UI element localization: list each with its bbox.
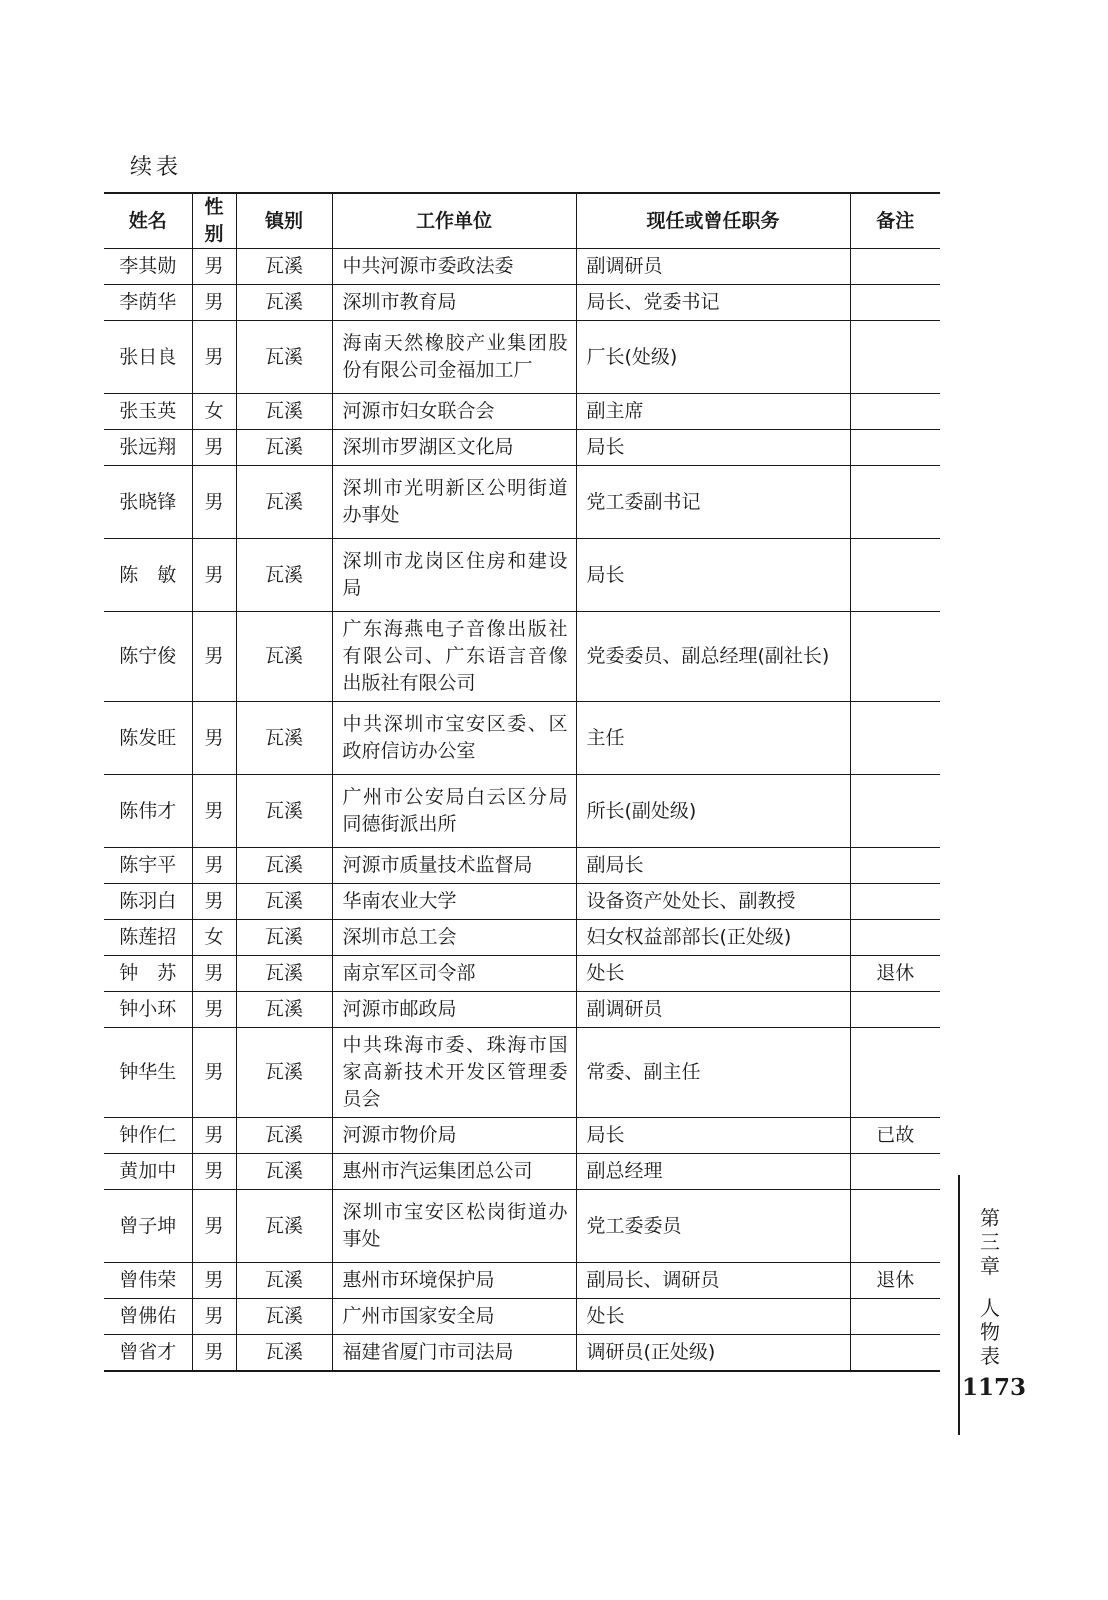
- table-row: [104, 1154, 940, 1190]
- person-name-cell: 陈羽白: [104, 884, 192, 920]
- work-unit-cell: 惠州市汽运集团总公司: [332, 1154, 576, 1190]
- person-name-cell: 曾省才: [104, 1335, 192, 1371]
- position-cell: 厂长(处级): [576, 321, 850, 394]
- person-name-cell: 李其勋: [104, 249, 192, 285]
- personnel-table: [104, 192, 940, 1372]
- town-cell: 瓦溪: [236, 539, 332, 612]
- table-row: [104, 430, 940, 466]
- town-cell: 瓦溪: [236, 430, 332, 466]
- position-cell: 处长: [576, 1299, 850, 1335]
- note-cell: [850, 430, 940, 466]
- table-row: [104, 702, 940, 775]
- table-header-row: [104, 193, 940, 249]
- position-cell: 处长: [576, 956, 850, 992]
- position-cell: 局长: [576, 430, 850, 466]
- header-town: 镇别: [236, 193, 332, 249]
- work-unit-cell: 深圳市总工会: [332, 920, 576, 956]
- header-organization: 工作单位: [332, 193, 576, 249]
- town-cell: 瓦溪: [236, 1190, 332, 1263]
- gender-cell: 男: [192, 285, 236, 321]
- table-row: [104, 920, 940, 956]
- work-unit-cell: 华南农业大学: [332, 884, 576, 920]
- chapter-label: [976, 1206, 1004, 1368]
- town-cell: 瓦溪: [236, 285, 332, 321]
- work-unit-cell: 广州市国家安全局: [332, 1299, 576, 1335]
- town-cell: 瓦溪: [236, 1028, 332, 1118]
- table-row: [104, 539, 940, 612]
- chapter-char: 三: [980, 1230, 1000, 1254]
- position-cell: 所长(副处级): [576, 775, 850, 848]
- work-unit-cell: 深圳市光明新区公明街道办事处: [332, 466, 576, 539]
- gender-cell: 女: [192, 920, 236, 956]
- work-unit-cell: 河源市邮政局: [332, 992, 576, 1028]
- work-unit-cell: 惠州市环境保护局: [332, 1263, 576, 1299]
- chapter-char: 人: [980, 1296, 1000, 1320]
- person-name-cell: 钟华生: [104, 1028, 192, 1118]
- person-name-cell: 曾佛佑: [104, 1299, 192, 1335]
- table-row: [104, 956, 940, 992]
- table-body: [104, 249, 940, 1371]
- position-cell: 党工委委员: [576, 1190, 850, 1263]
- work-unit-cell: 福建省厦门市司法局: [332, 1335, 576, 1371]
- town-cell: 瓦溪: [236, 920, 332, 956]
- note-cell: [850, 1335, 940, 1371]
- page-number: 1173: [962, 1374, 1027, 1401]
- town-cell: 瓦溪: [236, 848, 332, 884]
- position-cell: 副总经理: [576, 1154, 850, 1190]
- town-cell: 瓦溪: [236, 884, 332, 920]
- work-unit-cell: 深圳市宝安区松岗街道办事处: [332, 1190, 576, 1263]
- person-name-cell: 张玉英: [104, 394, 192, 430]
- note-cell: [850, 394, 940, 430]
- town-cell: 瓦溪: [236, 1154, 332, 1190]
- note-cell: [850, 775, 940, 848]
- note-cell: [850, 848, 940, 884]
- town-cell: 瓦溪: [236, 956, 332, 992]
- note-cell: [850, 249, 940, 285]
- header-name: 姓名: [104, 193, 192, 249]
- note-cell: 退休: [850, 1263, 940, 1299]
- gender-cell: 男: [192, 956, 236, 992]
- chapter-char: 第: [980, 1206, 1000, 1230]
- town-cell: 瓦溪: [236, 1335, 332, 1371]
- position-cell: 党委委员、副总经理(副社长): [576, 612, 850, 702]
- person-name-cell: 张远翔: [104, 430, 192, 466]
- gender-cell: 男: [192, 1263, 236, 1299]
- table-row: [104, 249, 940, 285]
- note-cell: [850, 285, 940, 321]
- note-cell: [850, 884, 940, 920]
- work-unit-cell: 河源市质量技术监督局: [332, 848, 576, 884]
- town-cell: 瓦溪: [236, 775, 332, 848]
- gender-cell: 男: [192, 612, 236, 702]
- person-name-cell: 陈 敏: [104, 539, 192, 612]
- note-cell: [850, 466, 940, 539]
- header-note: 备注: [850, 193, 940, 249]
- town-cell: 瓦溪: [236, 321, 332, 394]
- table-row: [104, 992, 940, 1028]
- position-cell: 主任: [576, 702, 850, 775]
- position-cell: 副局长、调研员: [576, 1263, 850, 1299]
- note-cell: [850, 920, 940, 956]
- note-cell: [850, 1190, 940, 1263]
- note-cell: [850, 992, 940, 1028]
- work-unit-cell: 中共河源市委政法委: [332, 249, 576, 285]
- table-row: [104, 285, 940, 321]
- person-name-cell: 钟小环: [104, 992, 192, 1028]
- position-cell: 调研员(正处级): [576, 1335, 850, 1371]
- town-cell: 瓦溪: [236, 612, 332, 702]
- town-cell: 瓦溪: [236, 702, 332, 775]
- person-name-cell: 钟作仁: [104, 1118, 192, 1154]
- gender-cell: 男: [192, 1299, 236, 1335]
- table-row: [104, 612, 940, 702]
- work-unit-cell: 河源市妇女联合会: [332, 394, 576, 430]
- town-cell: 瓦溪: [236, 1299, 332, 1335]
- table-row: [104, 1263, 940, 1299]
- note-cell: 退休: [850, 956, 940, 992]
- table-row: [104, 775, 940, 848]
- table-row: [104, 1028, 940, 1118]
- work-unit-cell: 中共珠海市委、珠海市国家高新技术开发区管理委员会: [332, 1028, 576, 1118]
- table-row: [104, 1335, 940, 1371]
- position-cell: 局长、党委书记: [576, 285, 850, 321]
- chapter-char: 物: [980, 1320, 1000, 1344]
- note-cell: [850, 702, 940, 775]
- table-row: [104, 1190, 940, 1263]
- person-name-cell: 陈宁俊: [104, 612, 192, 702]
- position-cell: 副局长: [576, 848, 850, 884]
- note-cell: [850, 612, 940, 702]
- gender-cell: 男: [192, 992, 236, 1028]
- gender-cell: 男: [192, 1028, 236, 1118]
- person-name-cell: 李荫华: [104, 285, 192, 321]
- town-cell: 瓦溪: [236, 1263, 332, 1299]
- gender-cell: 男: [192, 848, 236, 884]
- gender-cell: 男: [192, 775, 236, 848]
- person-name-cell: 陈莲招: [104, 920, 192, 956]
- work-unit-cell: 中共深圳市宝安区委、区政府信访办公室: [332, 702, 576, 775]
- position-cell: 设备资产处处长、副教授: [576, 884, 850, 920]
- gender-cell: 男: [192, 539, 236, 612]
- note-cell: [850, 1299, 940, 1335]
- position-cell: 副调研员: [576, 249, 850, 285]
- note-cell: [850, 321, 940, 394]
- note-cell: [850, 1028, 940, 1118]
- gender-cell: 男: [192, 466, 236, 539]
- note-cell: [850, 1154, 940, 1190]
- position-cell: 局长: [576, 1118, 850, 1154]
- gender-cell: 男: [192, 1335, 236, 1371]
- note-cell: [850, 539, 940, 612]
- gender-cell: 男: [192, 249, 236, 285]
- work-unit-cell: 深圳市教育局: [332, 285, 576, 321]
- table-row: [104, 394, 940, 430]
- person-name-cell: 陈宇平: [104, 848, 192, 884]
- gender-cell: 男: [192, 702, 236, 775]
- header-gender: 性别: [192, 193, 236, 249]
- work-unit-cell: 深圳市罗湖区文化局: [332, 430, 576, 466]
- gender-cell: 男: [192, 1154, 236, 1190]
- person-name-cell: 曾子坤: [104, 1190, 192, 1263]
- person-name-cell: 张日良: [104, 321, 192, 394]
- position-cell: 副主席: [576, 394, 850, 430]
- gender-cell: 男: [192, 321, 236, 394]
- margin-rule: [958, 1175, 960, 1435]
- work-unit-cell: 广州市公安局白云区分局同德街派出所: [332, 775, 576, 848]
- gender-cell: 女: [192, 394, 236, 430]
- work-unit-cell: 海南天然橡胶产业集团股份有限公司金福加工厂: [332, 321, 576, 394]
- table-row: [104, 884, 940, 920]
- position-cell: 副调研员: [576, 992, 850, 1028]
- work-unit-cell: 深圳市龙岗区住房和建设局: [332, 539, 576, 612]
- chapter-char: 表: [980, 1344, 1000, 1368]
- work-unit-cell: 南京军区司令部: [332, 956, 576, 992]
- chapter-char: 章: [980, 1254, 1000, 1278]
- town-cell: 瓦溪: [236, 249, 332, 285]
- position-cell: 常委、副主任: [576, 1028, 850, 1118]
- table-row: [104, 848, 940, 884]
- position-cell: 妇女权益部部长(正处级): [576, 920, 850, 956]
- town-cell: 瓦溪: [236, 394, 332, 430]
- position-cell: 党工委副书记: [576, 466, 850, 539]
- person-name-cell: 陈发旺: [104, 702, 192, 775]
- gender-cell: 男: [192, 430, 236, 466]
- gender-cell: 男: [192, 1118, 236, 1154]
- work-unit-cell: 广东海燕电子音像出版社有限公司、广东语言音像出版社有限公司: [332, 612, 576, 702]
- person-name-cell: 钟 苏: [104, 956, 192, 992]
- person-name-cell: 张晓锋: [104, 466, 192, 539]
- page-title: 续表: [130, 155, 183, 180]
- position-cell: 局长: [576, 539, 850, 612]
- work-unit-cell: 河源市物价局: [332, 1118, 576, 1154]
- header-position: 现任或曾任职务: [576, 193, 850, 249]
- town-cell: 瓦溪: [236, 466, 332, 539]
- town-cell: 瓦溪: [236, 992, 332, 1028]
- gender-cell: 男: [192, 884, 236, 920]
- table-row: [104, 466, 940, 539]
- gender-cell: 男: [192, 1190, 236, 1263]
- table-row: [104, 1299, 940, 1335]
- town-cell: 瓦溪: [236, 1118, 332, 1154]
- table-row: [104, 1118, 940, 1154]
- person-name-cell: 陈伟才: [104, 775, 192, 848]
- person-name-cell: 黄加中: [104, 1154, 192, 1190]
- person-name-cell: 曾伟荣: [104, 1263, 192, 1299]
- note-cell: 已故: [850, 1118, 940, 1154]
- table-row: [104, 321, 940, 394]
